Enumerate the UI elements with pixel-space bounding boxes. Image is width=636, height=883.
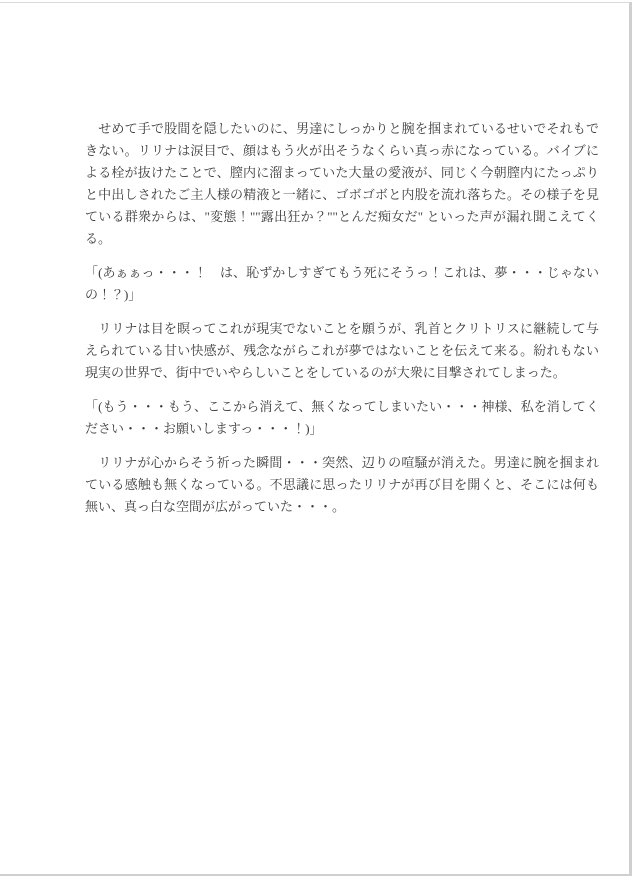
paragraph-narration-3: リリナが心からそう祈った瞬間・・・突然、辺りの喧騒が消えた。男達に腕を掴まれている感触も無くなっている。不思議に思ったリリナが再び目を開くと、そこには何も無い、真っ白な空間が広がっていた・・・。 (85, 455, 599, 514)
paragraph-dialogue-2: 「(もう・・・もう、ここから消えて、無くなってしまいたい・・・神様、私を消してください・・・お願いしますっ・・・！)」 (85, 399, 599, 436)
page-text (85, 118, 599, 518)
paragraph-narration-2: リリナは目を瞑ってこれが現実でないことを願うが、乳首とクリトリスに継続して与えられている甘い快感が、残念ながらこれが夢ではないことを伝えて来る。紛れもない現実の世界で、街中でいやらしいことをしているのが大衆に目撃されてしまった。 (85, 321, 599, 380)
paragraph-narration-1: せめて手で股間を隠したいのに、男達にしっかりと腕を掴まれているせいでそれもできない。リリナは涙目で、顔はもう火が出そうなくらい真っ赤になっている。バイブによる栓が抜けたことで、膣内に溜まっていた大量の愛液が、同じく今朝膣内にたっぷりと中出しされたご主人様の精液と一緒に、ゴボゴボと内股を流れ落ちた。その様子を見ている群衆からは、"変態！""露出狂か？""とんだ痴女だ" といった声が漏れ聞こえてくる。 (85, 121, 599, 246)
document-page (0, 2, 632, 876)
paragraph-dialogue-1: 「(あぁぁっ・・・！ は、恥ずかしすぎてもう死にそうっ！これは、夢・・・じゃないの！？)」 (85, 265, 599, 302)
